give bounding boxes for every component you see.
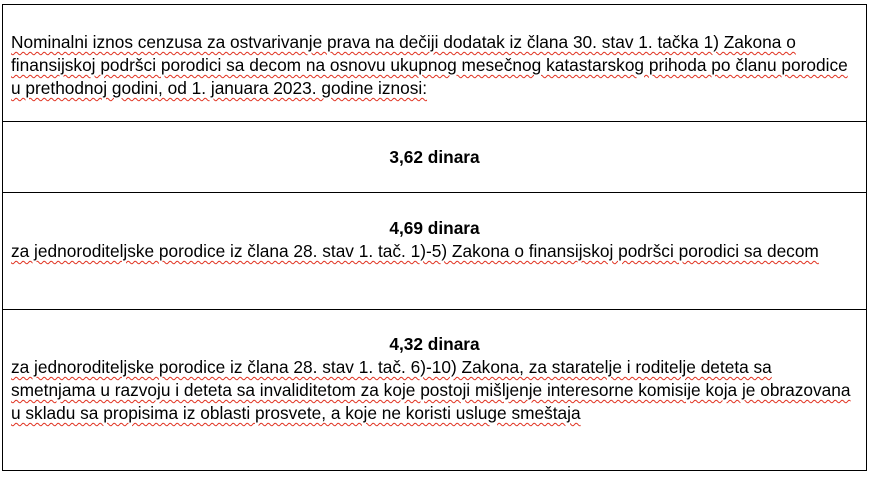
description-single-parent: za jednoroditeljske porodice iz člana 28. stav 1. tač. 1)-5) Zakona o finansijskoj podršci porodici sa decom: [11, 241, 819, 261]
amount-row-general: [3, 122, 867, 193]
amount-row-guardians: [3, 310, 867, 471]
census-amount-table: [2, 4, 867, 471]
amount-cell-general: [3, 122, 867, 193]
description-guardians: za jednoroditeljske porodice iz člana 28. stav 1. tač. 6)-10) Zakona, za staratelje i roditelje deteta sa smetnjama u razvoju i deteta sa invaliditetom za koje postoji mišljenje interesorne komisije koja je obrazovana u skladu sa propisima iz oblasti prosvete, a koje ne koristi usluge smeštaja: [11, 357, 851, 423]
amount-single-parent: 4,69 dinara: [389, 218, 480, 238]
intro-row: [3, 5, 867, 122]
amount-cell-single-parent: [3, 193, 867, 310]
amount-guardians: 4,32 dinara: [389, 334, 480, 354]
amount-general: 3,62 dinara: [389, 147, 480, 167]
intro-cell: [3, 5, 867, 122]
amount-row-single-parent: [3, 193, 867, 310]
intro-text: Nominalni iznos cenzusa za ostvarivanje prava na dečiji dodatak iz člana 30. stav 1. tačka 1) Zakona o finansijskoj podršci porodici sa decom na osnovu ukupnog mesečnog katastarskog prihoda po članu porodice u prethodnoj godini, od 1. januara 2023. godine iznosi:: [11, 32, 848, 98]
amount-cell-guardians: [3, 310, 867, 471]
